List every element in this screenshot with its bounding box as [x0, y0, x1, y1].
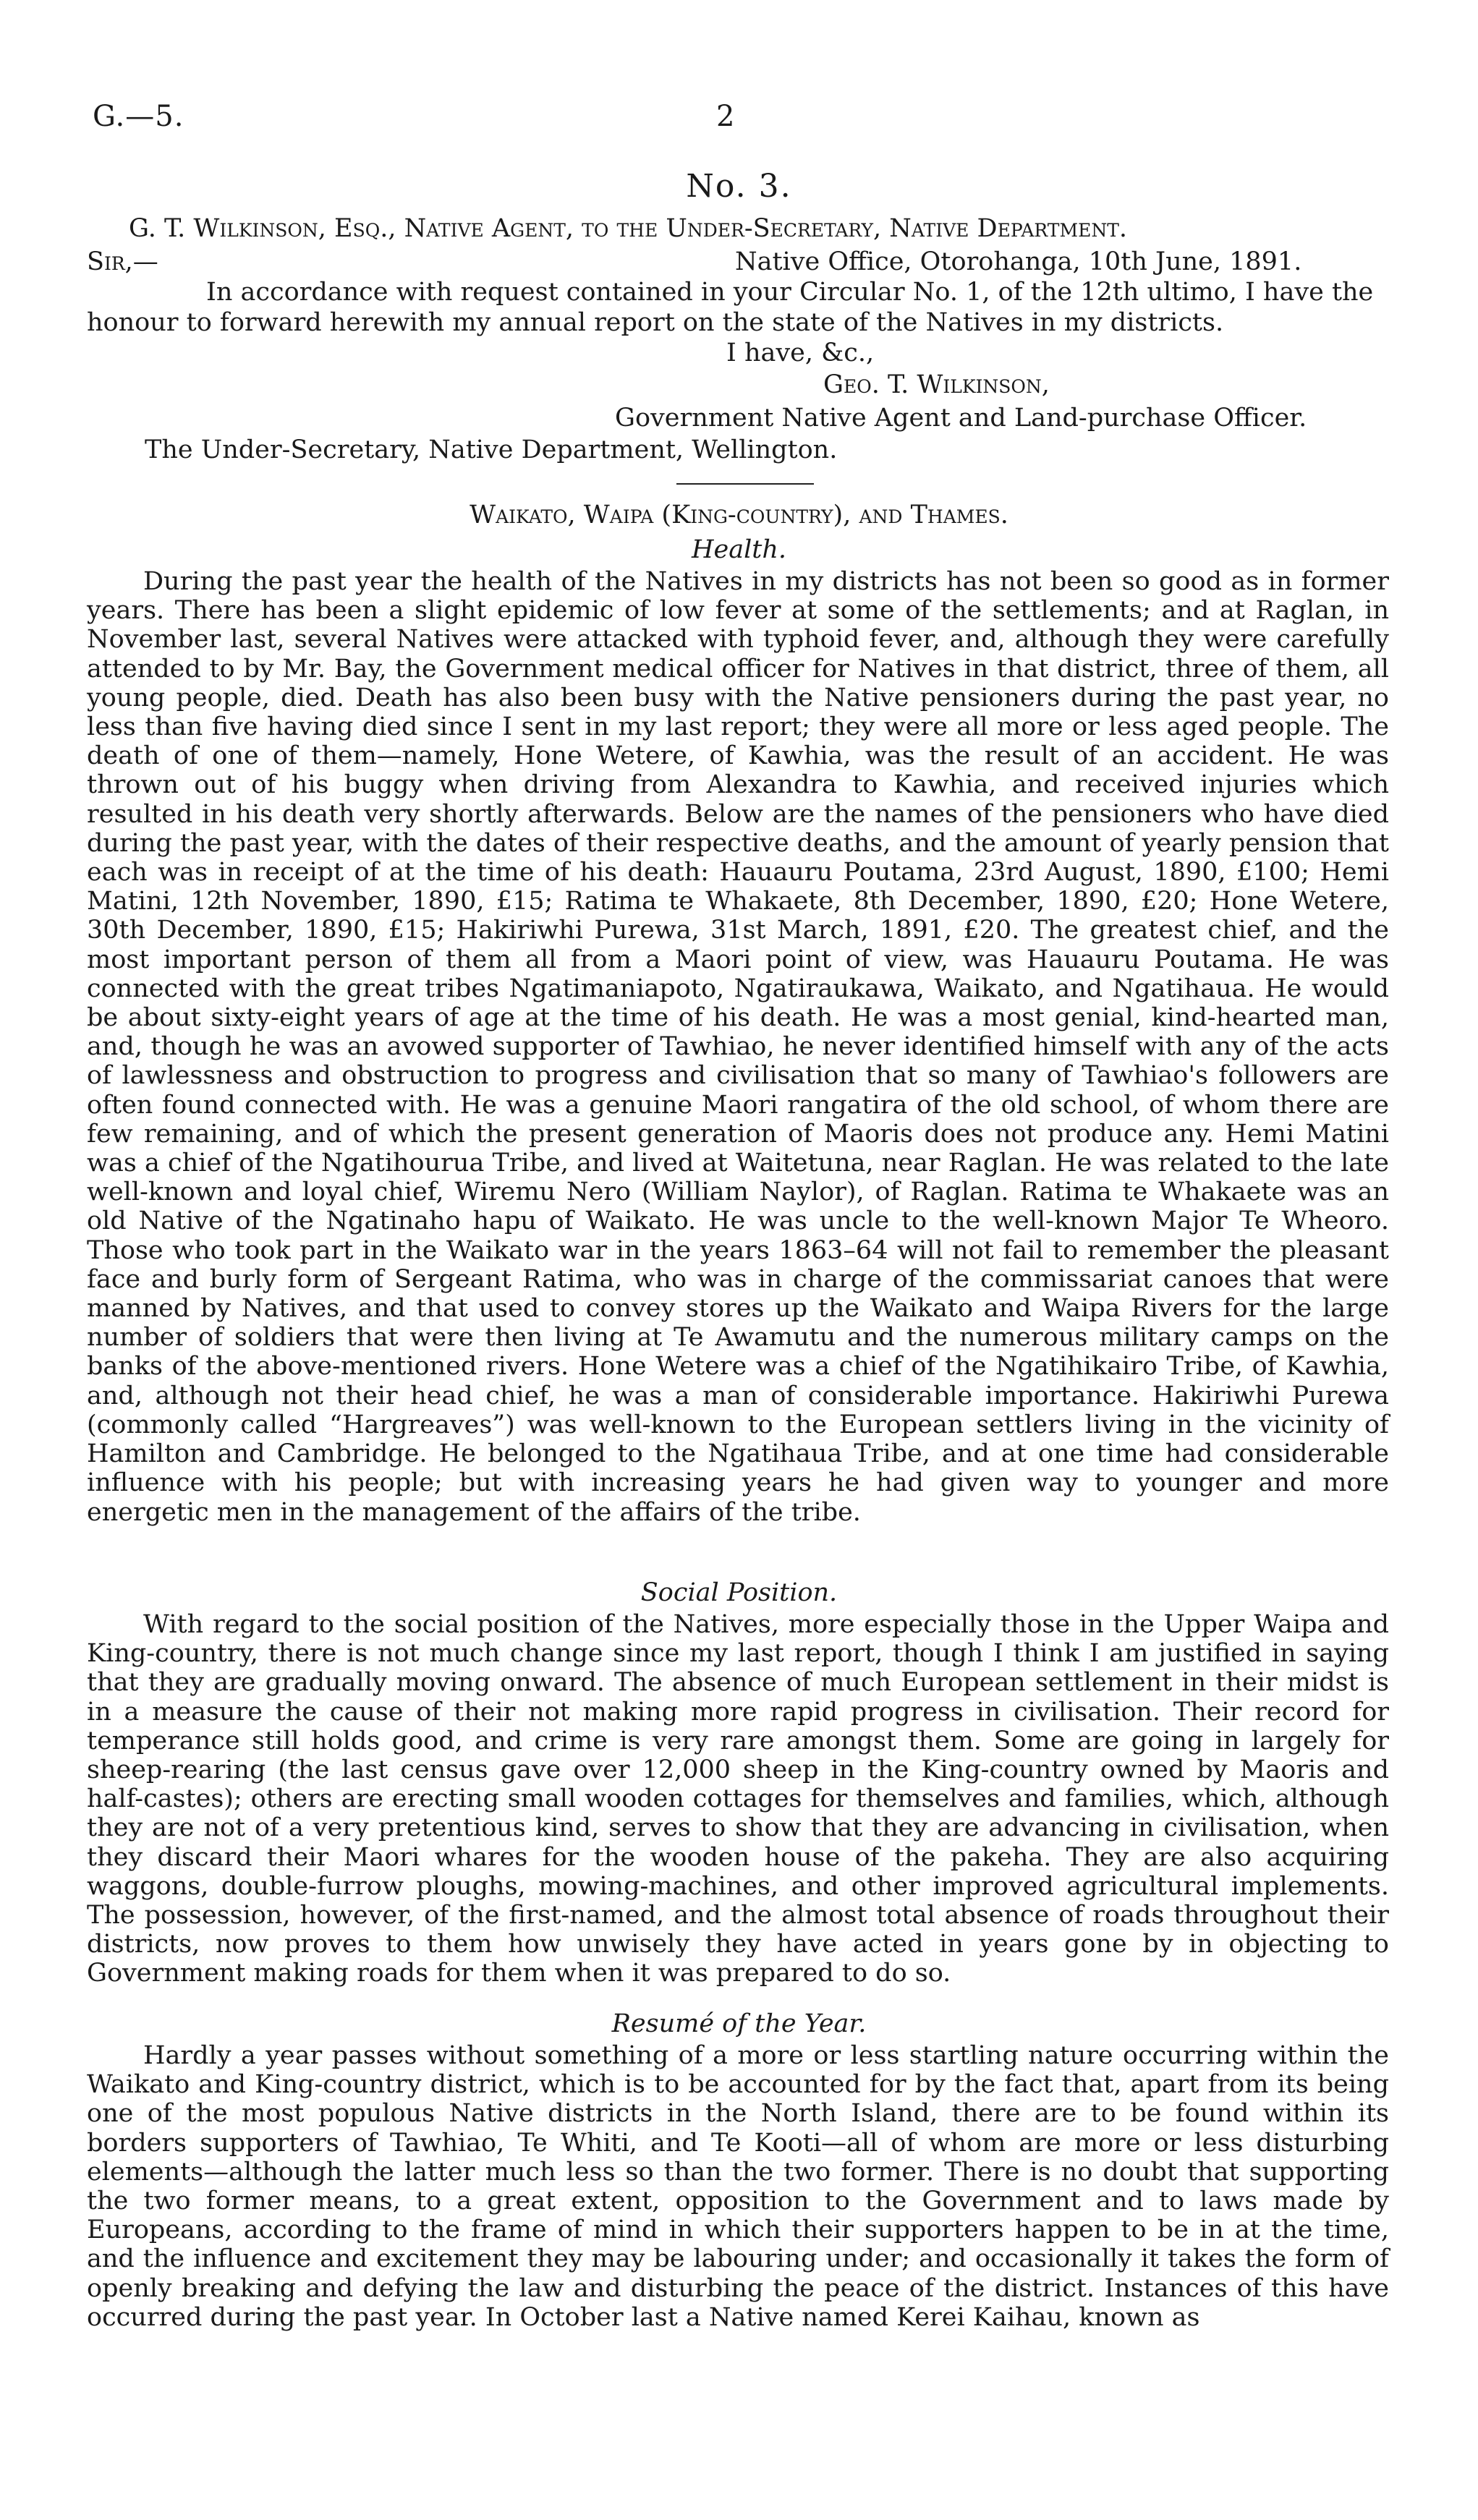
letter-number: No. 3. [686, 168, 792, 205]
report-title: Waikato, Waipa (King-country), and Thames. [470, 501, 1008, 529]
section-divider [676, 483, 814, 485]
letter-signature-title: Government Native Agent and Land-purchase Officer. [615, 404, 1307, 433]
section-heading-health: Health. [691, 535, 787, 564]
letter-closing: I have, &c., [726, 339, 875, 367]
letter-signature: Geo. T. Wilkinson, [823, 370, 1050, 399]
letter-body-line-2: honour to forward herewith my annual report on the state of the Natives in my districts. [87, 308, 1224, 337]
section-heading-social-position: Social Position. [640, 1578, 838, 1607]
document-reference: G.—5. [93, 100, 184, 133]
letter-body-line-1: In accordance with request contained in your Circular No. 1, of the 12th ultimo, I have the [206, 278, 1374, 307]
page-number: 2 [716, 100, 735, 133]
letter-from-to-line: G. T. Wilkinson, Esq., Native Agent, to the Under-Secretary, Native Department. [129, 214, 1128, 243]
letter-address-date: Native Office, Otorohanga, 10th June, 1891. [735, 247, 1302, 276]
section-body-health [87, 567, 1389, 1527]
section-body-social-position [87, 1610, 1389, 1988]
letter-salutation: Sir,— [87, 247, 158, 276]
section-heading-resume: Resumé of the Year. [611, 2009, 867, 2038]
paragraph: Hardly a year passes without something of a more or less startling nature occurring within the Waikato and King-country district, which is to be accounted for by the fact that, apart from its being one of the most populous Native districts in the North Island, there are to be found within its borders supporters of Tawhiao, Te Whiti, and Te Kooti—all of whom are more or less disturbing elements—although the latter much less so than the two former. There is no doubt that supporting the two former means, to a great extent, opposition to the Government and to laws made by Europeans, according to the frame of mind in which their supporters happen to be in at the time, and the influence and excitement they may be labouring under; and occasionally it takes the form of openly breaking and defying the law and disturbing the peace of the district. Instances of this have occurred during the past year. In October last a Native named Kerei Kaihau, known as [87, 2041, 1389, 2332]
paragraph: With regard to the social position of the Natives, more especially those in the Upper Waipa and King-country, there is not much change since my last report, though I think I am justified in saying that they are gradually moving onward. The absence of much European settlement in their midst is in a measure the cause of their not making more rapid progress in civilisation. Their record for temperance still holds good, and crime is very rare amongst them. Some are going in largely for sheep-rearing (the last census gave over 12,000 sheep in the King-country owned by Maoris and half-castes); others are erecting small wooden cottages for themselves and families, which, although they are not of a very pretentious kind, serves to show that they are advancing in civilisation, when they discard their Maori whares for the wooden house of the pakeha. They are also acquiring waggons, double-furrow ploughs, mowing-machines, and other improved agricultural implements. The possession, however, of the first-named, and the almost total absence of roads throughout their districts, now proves to them how unwisely they have acted in years gone by in objecting to Government making roads for them when it was prepared to do so. [87, 1610, 1389, 1988]
paragraph: During the past year the health of the Natives in my districts has not been so good as in former years. There has been a slight epidemic of low fever at some of the settlements; and at Raglan, in November last, several Natives were attacked with typhoid fever, and, although they were carefully attended to by Mr. Bay, the Government medical officer for Natives in that district, three of them, all young people, died. Death has also been busy with the Native pensioners during the past year, no less than five having died since I sent in my last report; they were all more or less aged people. The death of one of them—namely, Hone Wetere, of Kawhia, was the result of an accident. He was thrown out of his buggy when driving from Alexandra to Kawhia, and received injuries which resulted in his death very shortly afterwards. Below are the names of the pensioners who have died during the past year, with the dates of their respective deaths, and the amount of yearly pension that each was in receipt of at the time of his death: Hauauru Poutama, 23rd August, 1890, £100; Hemi Matini, 12th November, 1890, £15; Ratima te Whakaete, 8th December, 1890, £20; Hone Wetere, 30th December, 1890, £15; Hakiriwhi Purewa, 31st March, 1891, £20. The greatest chief, and the most important person of them all from a Maori point of view, was Hauauru Poutama. He was connected with the great tribes Ngatimaniapoto, Ngatiraukawa, Waikato, and Ngatihaua. He would be about sixty-eight years of age at the time of his death. He was a most genial, kind-hearted man, and, though he was an avowed supporter of Tawhiao, he never identified himself with any of the acts of lawlessness and obstruction to progress and civilisation that so many of Tawhiao's followers are often found connected with. He was a genuine Maori rangatira of the old school, of whom there are few remaining, and of which the present generation of Maoris does not produce any. Hemi Matini was a chief of the Ngatihourua Tribe, and lived at Waitetuna, near Raglan. He was related to the late well-known and loyal chief, Wiremu Nero (William Naylor), of Raglan. Ratima te Whakaete was an old Native of the Ngatinaho hapu of Waikato. He was uncle to the well-known Major Te Wheoro. Those who took part in the Waikato war in the years 1863–64 will not fail to remember the pleasant face and burly form of Sergeant Ratima, who was in charge of the commissariat canoes that were manned by Natives, and that used to convey stores up the Waikato and Waipa Rivers for the large number of soldiers that were then living at Te Awamutu and the numerous military camps on the banks of the above-mentioned rivers. Hone Wetere was a chief of the Ngatihikairo Tribe, of Kawhia, and, although not their head chief, he was a man of considerable importance. Hakiriwhi Purewa (commonly called “Hargreaves”) was well-known to the European settlers living in the vicinity of Hamilton and Cambridge. He belonged to the Ngatihaua Tribe, and at one time had considerable influence with his people; but with increasing years he had given way to younger and more energetic men in the management of the affairs of the tribe. [87, 567, 1389, 1527]
letter-addressee: The Under-Secretary, Native Department, Wellington. [145, 435, 838, 464]
section-body-resume [87, 2041, 1389, 2332]
